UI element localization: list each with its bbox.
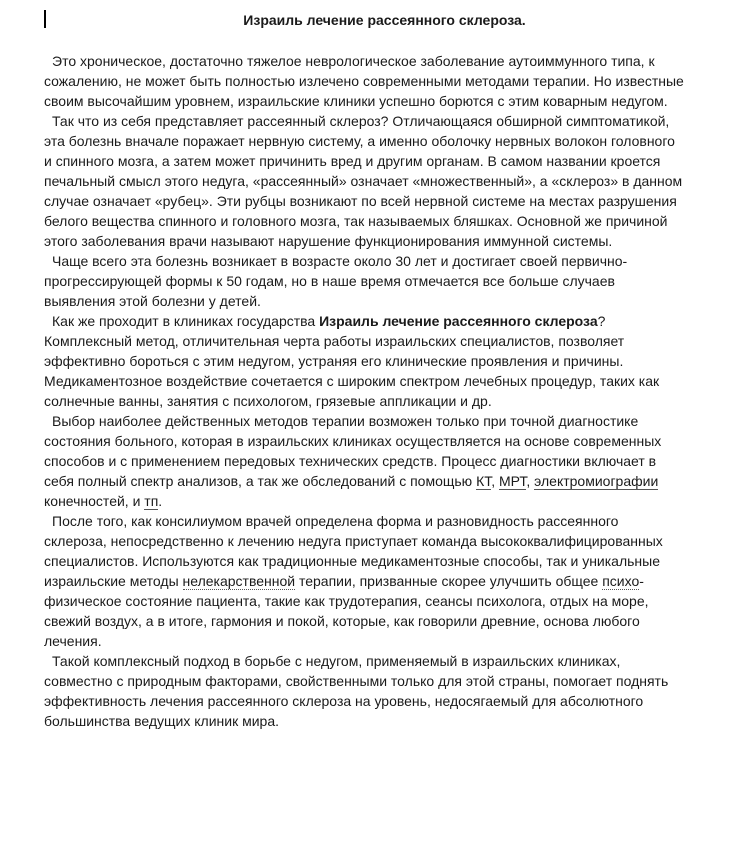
- p4-text-before: Как же проходит в клиниках государства: [52, 313, 320, 329]
- p5-text-mid: конечностей, и: [44, 493, 145, 509]
- link-kt[interactable]: КТ: [476, 473, 492, 489]
- paragraph-3: Чаще всего эта болезнь возникает в возрасте около 30 лет и достигает своей первично-прогрессирующей формы к 50 годам, но в наше время отмечается все больше случаев выявления этой болезни у детей.: [44, 253, 628, 309]
- p5-text-end: .: [158, 493, 163, 509]
- link-psycho[interactable]: психо: [602, 573, 640, 589]
- p5-sep-2: ,: [526, 473, 535, 489]
- paragraph-1: Это хроническое, достаточно тяжелое неврологическое заболевание аутоиммунного типа, к сожалению, не может быть полностью излечено современными методами терапии. Но известные своим высочайшим уровнем, израильские клиники успешно борются с этим коварным недугом.: [44, 53, 684, 109]
- page-title-text: Израиль лечение рассеянного склероза.: [243, 12, 526, 28]
- paragraph-7: Такой комплексный подход в борьбе с недугом, применяемый в израильских клиниках, совместно с природным факторами, свойственными только для этой страны, помогает поднять эффективность лечения рассеянного склероза на уровень, недосягаемый для абсолютного большинства ведущих клиник мира.: [44, 653, 669, 729]
- link-non-drug[interactable]: нелекарственной: [182, 573, 296, 589]
- link-electromyography[interactable]: электромиографии: [534, 473, 659, 489]
- p6-text-mid: терапии, призванные скорее улучшить общее: [295, 573, 603, 589]
- p6-text-before: После того, как консилиумом врачей определена форма и разновидность рассеянного склероза, непосредственно к лечению недуга приступает команда высококвалифицированных специалистов. Используются как традиционные медикаментозные способы, так и уникальные израильские методы: [44, 513, 663, 589]
- p5-text-before: Выбор наиболее действенных методов терапии возможен только при точной диагностике состояния больного, которая в израильских клиниках осуществляется на основе современных способов и с применением передовых технических средств. Процесс диагностики включает в себя полный спектр анализов, а так же обследований с помощью: [44, 413, 662, 489]
- paragraph-4: [44, 311, 684, 411]
- p5-sep-1: ,: [491, 473, 499, 489]
- p4-text-after: ? Комплексный метод, отличительная черта работы израильских специалистов, позволяет эффективно бороться с этим недугом, устраняя его клинические проявления и причины. Медикаментозное воздействие сочетается с широким спектром лечебных процедур, таких как солнечные ванны, занятия с психологом, грязевые аппликации и др.: [44, 313, 660, 409]
- paragraph-6: [44, 511, 684, 651]
- paragraph-5: [44, 411, 684, 511]
- article-body: [44, 51, 684, 731]
- page-title: [0, 12, 729, 29]
- paragraph-2: Так что из себя представляет рассеянный склероз? Отличающаяся обширной симптоматикой, эта болезнь вначале поражает нервную систему, а именно оболочку нервных волокон головного и спинного мозга, а затем может причинить вред и другим органам. В самом названии кроется печальный смысл этого недуга, «рассеянный» означает «множественный», а «склероз» в данном случае означает «рубец». Эти рубцы возникают по всей нервной системе на местах разрушения белого вещества спинного и головного мозга, так называемых бляшках. Основной же причиной этого заболевания врачи называют нарушение функционирования иммунной системы.: [44, 113, 683, 249]
- link-mrt[interactable]: МРТ: [499, 473, 527, 489]
- link-tp[interactable]: тп: [144, 493, 159, 509]
- p6-text-after: -физическое состояние пациента, такие как трудотерапия, сеансы психолога, отдых на море, свежий воздух, а в итоге, гармония и покой, которые, как говорили древние, основа любого лечения.: [44, 573, 649, 649]
- p4-bold-keyword: Израиль лечение рассеянного склероза: [319, 313, 598, 329]
